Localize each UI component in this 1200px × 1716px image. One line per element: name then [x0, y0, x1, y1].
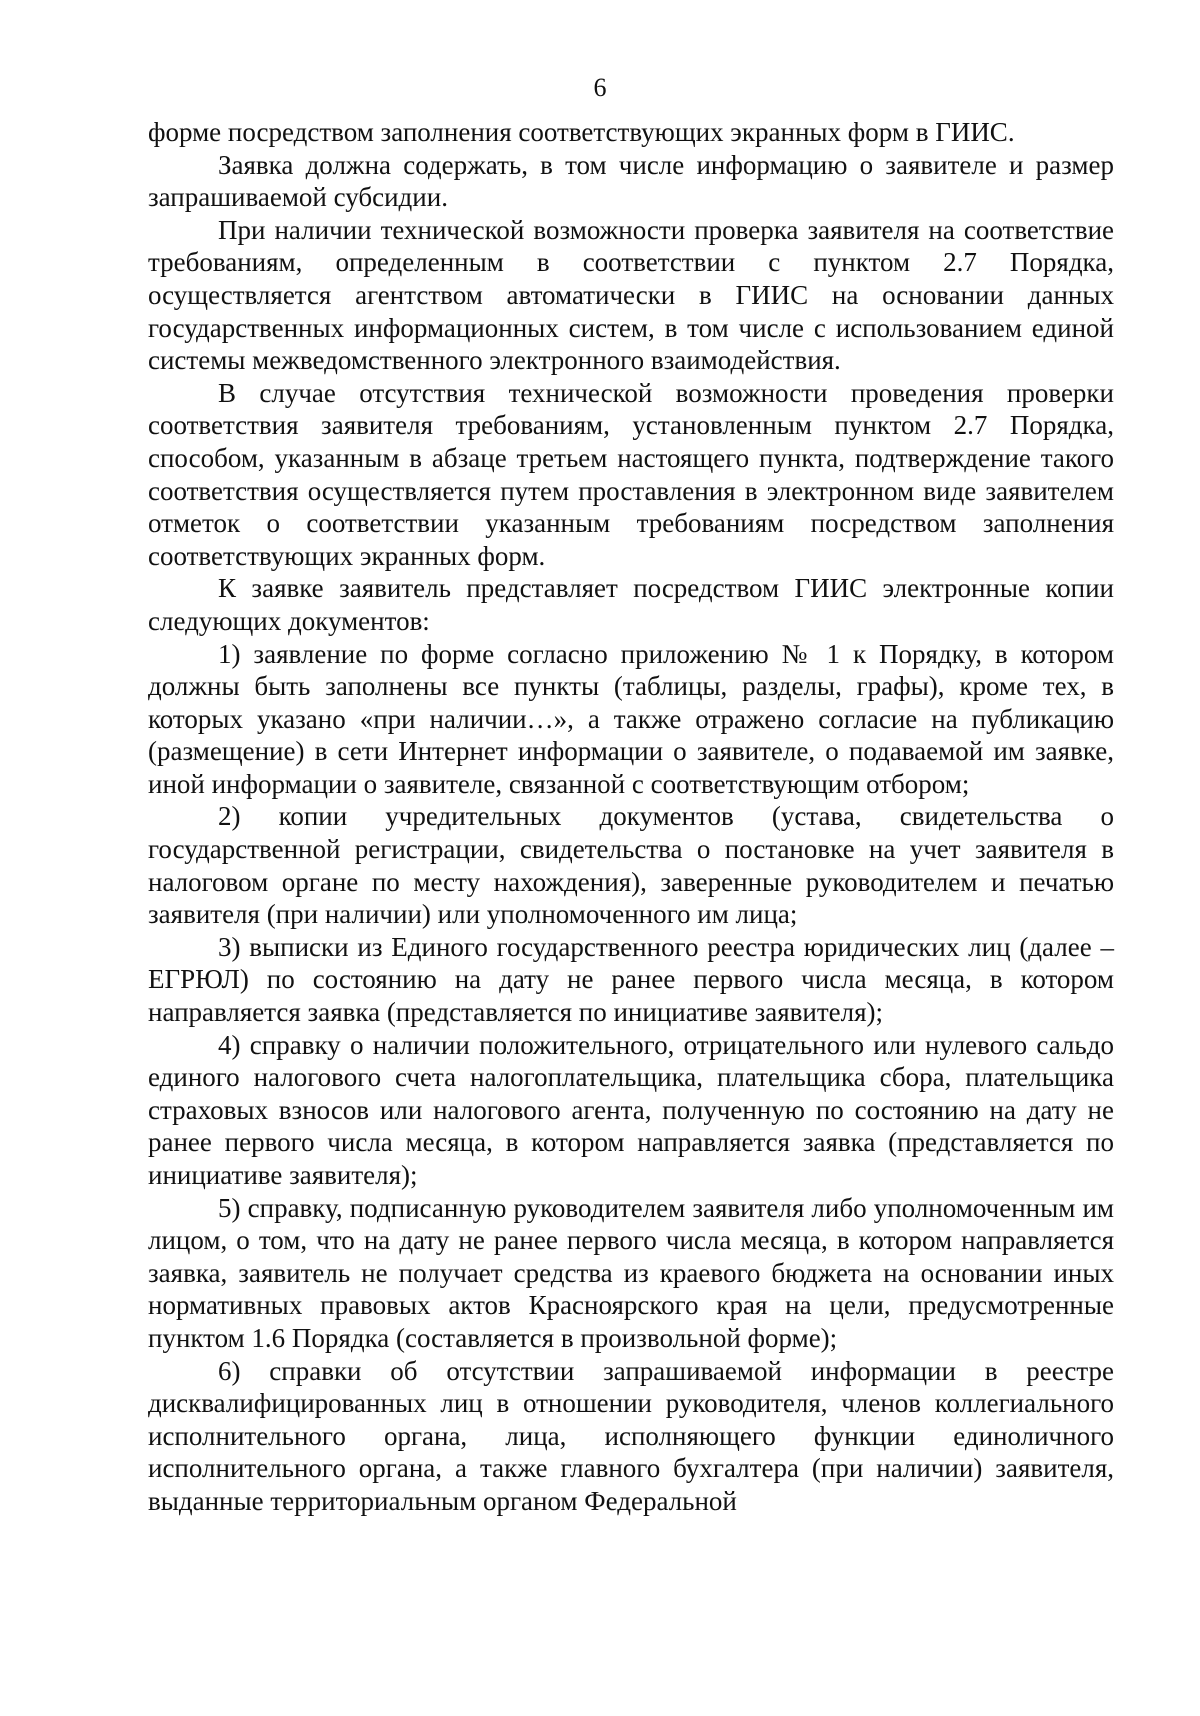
list-item-3: 3) выписки из Единого государственного реестра юридических лиц (далее – ЕГРЮЛ) по состоянию на дату не ранее первого числа месяца, в котором направляется заявка (представляется по инициативе заявителя); [148, 931, 1114, 1028]
list-item-1: 1) заявление по форме согласно приложению № 1 к Порядку, в котором должны быть заполнены все пункты (таблицы, разделы, графы), кроме тех, в которых указано «при наличии…», а также отражено согласие на публикацию (размещение) в сети Интернет информации о заявителе, о подаваемой им заявке, иной информации о заявителе, связанной с соответствующим отбором; [148, 638, 1114, 799]
list-item-4: 4) справку о наличии положительного, отрицательного или нулевого сальдо единого налогового счета налогоплательщика, плательщика сбора, плательщика страховых взносов или налогового агента, полученную по состоянию на дату не ранее первого числа месяца, в котором направляется заявка (представляется по инициативе заявителя); [148, 1029, 1114, 1190]
paragraph-automatic-check: При наличии технической возможности проверка заявителя на соответствие требованиям, определенным в соответствии с пунктом 2.7 Порядка, осуществляется агентством автоматически в ГИИС на основании данных государственных информационных систем, в том числе с использованием единой системы межведомственного электронного взаимодействия. [148, 214, 1114, 376]
paragraph-documents-intro: К заявке заявитель представляет посредством ГИИС электронные копии следующих документов: [148, 573, 1114, 636]
document-body [148, 116, 1114, 1518]
page-number: 6 [593, 73, 607, 102]
list-item-6: 6) справки об отсутствии запрашиваемой информации в реестре дисквалифицированных лиц в отношении руководителя, членов коллегиального исполнительного органа, лица, исполняющего функции единоличного исполнительного органа, а также главного бухгалтера (при наличии) заявителя, выданные территориальным органом Федеральной [148, 1355, 1114, 1516]
paragraph-manual-confirmation: В случае отсутствия технической возможности проведения проверки соответствия заявителя требованиям, установленным пунктом 2.7 Порядка, способом, указанным в абзаце третьем настоящего пункта, подтверждение такого соответствия осуществляется путем проставления в электронном виде заявителем отметок о соответствии указанным требованиям посредством заполнения соответствующих экранных форм. [148, 377, 1114, 571]
paragraph-continuation: форме посредством заполнения соответствующих экранных форм в ГИИС. [148, 117, 1015, 147]
list-item-5: 5) справку, подписанную руководителем заявителя либо уполномоченным им лицом, о том, что на дату не ранее первого числа месяца, в котором направляется заявка, заявитель не получает средства из краевого бюджета на основании иных нормативных правовых актов Красноярского края на цели, предусмотренные пунктом 1.6 Порядка (составляется в произвольной форме); [148, 1192, 1114, 1353]
list-item-2: 2) копии учредительных документов (устава, свидетельства о государственной регистрации, свидетельства о постановке на учет заявителя в налоговом органе по месту нахождения), заверенные руководителем и печатью заявителя (при наличии) или уполномоченного им лица; [148, 801, 1114, 930]
paragraph-application-content: Заявка должна содержать, в том числе информацию о заявителе и размер запрашиваемой субсидии. [148, 149, 1114, 213]
